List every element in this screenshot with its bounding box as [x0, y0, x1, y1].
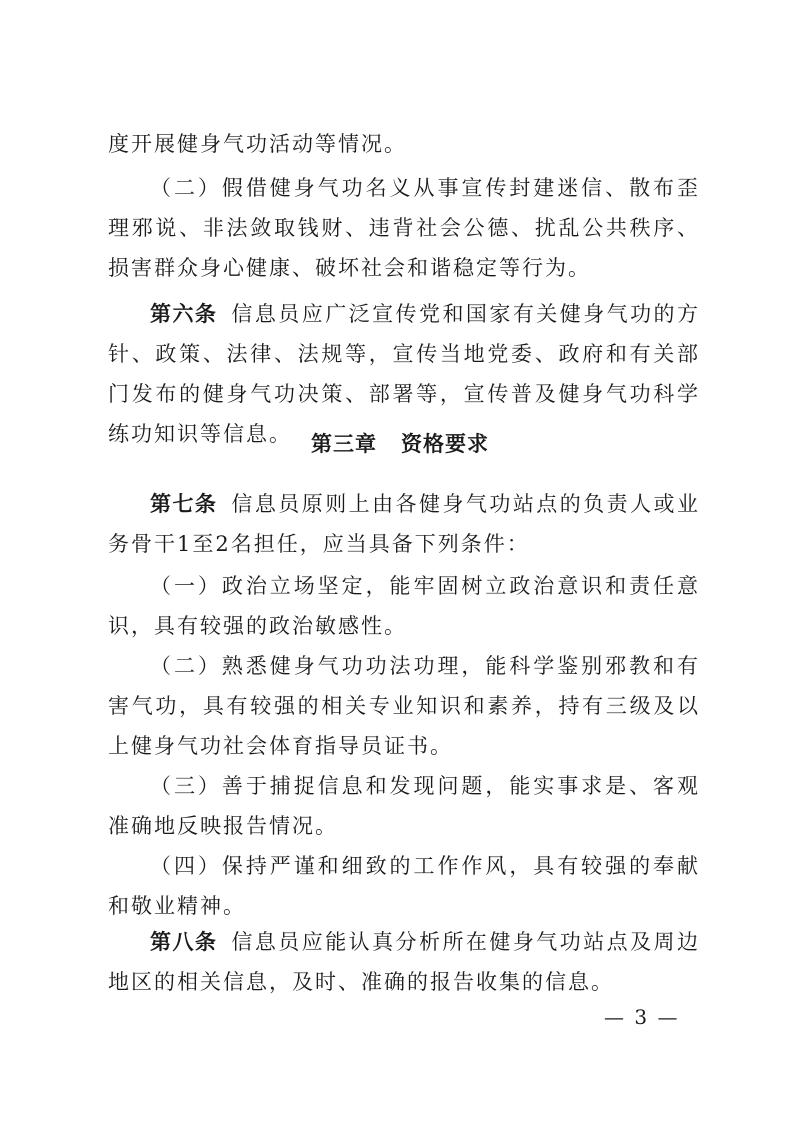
- chapter-heading: [0, 424, 800, 464]
- article-heading: 第七条: [150, 491, 218, 516]
- condition-3: [108, 766, 700, 846]
- paragraph-text: （一）政治立场坚定，能牢固树立政治意识和责任意识，具有较强的政治敏感性。: [108, 574, 700, 638]
- condition-2: [108, 646, 700, 766]
- article-text: 信息员应广泛宣传党和国家有关健身气功的方针、政策、法律、法规等，宣传当地党委、政府和有关部门发布的健身气功决策、部署等，宣传普及健身气功科学练功知识等信息。: [108, 302, 701, 446]
- article-text: 信息员应能认真分析所在健身气功站点及周边地区的相关信息，及时、准确的报告收集的信息。: [108, 930, 701, 994]
- paragraph-text: （三）善于捕捉信息和发现问题，能实事求是、客观准确地反映报告情况。: [108, 774, 700, 838]
- article-heading: 第八条: [150, 929, 218, 954]
- condition-1: [108, 566, 700, 646]
- chapter-title: 资格要求: [401, 431, 489, 456]
- paragraph-text: （二）熟悉健身气功功法功理，能科学鉴别邪教和有害气功，具有较强的相关专业知识和素养，持有三级及以上健身气功社会体育指导员证书。: [108, 654, 700, 758]
- chapter-number: 第三章: [311, 431, 377, 456]
- paragraph-item-2: [108, 168, 700, 288]
- article-7: [108, 484, 700, 564]
- article-text: 信息员原则上由各健身气功站点的负责人或业务骨干1至2名担任，应当具备下列条件：: [108, 492, 701, 556]
- paragraph-continuation: [108, 124, 700, 164]
- paragraph-text: （四）保持严谨和细致的工作作风，具有较强的奉献和敬业精神。: [108, 854, 700, 918]
- paragraph-text: （二）假借健身气功名义从事宣传封建迷信、散布歪理邪说、非法敛取钱财、违背社会公德、扰乱公共秩序、损害群众身心健康、破坏社会和谐稳定等行为。: [108, 176, 700, 280]
- condition-4: [108, 846, 700, 926]
- page-number: — 3 —: [604, 1005, 680, 1029]
- paragraph-text: 度开展健身气功活动等情况。: [108, 132, 407, 156]
- article-heading: 第六条: [150, 301, 218, 326]
- article-8: [108, 922, 700, 1002]
